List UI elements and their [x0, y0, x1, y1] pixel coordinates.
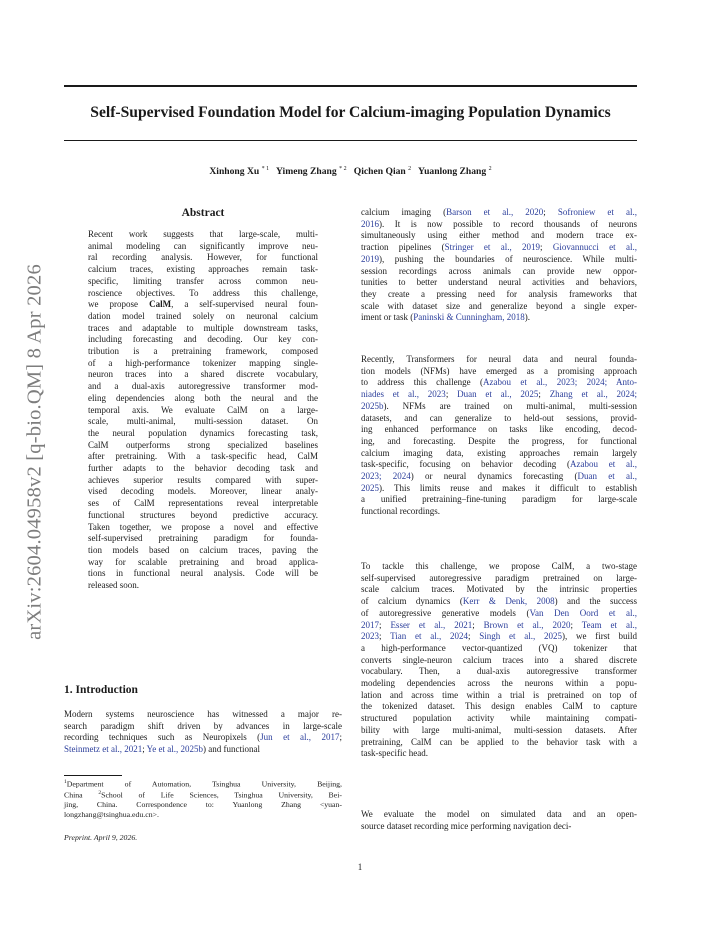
text-line: iment or task (Paninski & Cunningham, 2018). [361, 312, 531, 323]
text-line: tion models (NFMs) have emerged as a promising approach [361, 365, 637, 376]
author-name: Yimeng Zhang [275, 166, 337, 178]
text-line: Modern systems neuroscience has witnessed a major re- [64, 709, 342, 719]
text-line: 2025b). NFMs are trained on multi-animal, multi-session [361, 400, 637, 411]
text-line: Steinmetz et al., 2021; Ye et al., 2025b) and functional [64, 744, 260, 755]
text-line: further adapts to the behavior decoding task and [88, 463, 318, 474]
author-name: Xinhong Xu [209, 166, 260, 178]
text-line: 2023; Tian et al., 2024; Singh et al., 2025), we first build [361, 631, 637, 642]
text-line: animal modeling can significantly improve neu- [88, 240, 318, 251]
text-line: they create a pressing need for analysis frameworks that [361, 288, 637, 299]
text-line: calcium imaging data, existing approaches remain largely [361, 447, 637, 458]
author-affiliation: 2 [488, 166, 492, 172]
author-name: Qichen Qian [353, 166, 406, 178]
author-name: Yuanlong Zhang [418, 166, 487, 178]
text-line: modeling dependencies across the neurons within a popu- [361, 678, 637, 689]
text-line: structured population activity while maintaining compati- [361, 713, 637, 724]
text-line: achieves superior results compared with super- [88, 474, 318, 485]
text-line: the neural population dynamics forecasting task, [88, 427, 318, 438]
text-line: to address this challenge (Azabou et al., 2023; 2024; Anto- [361, 377, 637, 388]
text-line: and a dual-axis autoregressive transformer mod- [88, 381, 318, 392]
footnote-rule [64, 775, 122, 776]
text-line: recording techniques such as Neuropixels (Jun et al., 2017; [64, 732, 343, 743]
arxiv-id: arXiv:2604.04958v2 [q-bio.QM] 8 Apr 2026 [23, 264, 46, 640]
text-line: tion models based on calcium traces, paving the [88, 544, 318, 555]
text-line: dation model trained solely on neuronal calcium [88, 310, 318, 321]
text-line: traces and adaptable to multiple downstream tasks, [88, 322, 318, 333]
text-line: roscience objectives. To address this challenge, [88, 287, 318, 298]
text-line: 2025). This limits reuse and makes it difficult to establish [361, 482, 637, 493]
text-line: ing enhanced performance on tasks like encoding, decod- [361, 424, 637, 435]
text-line: datasets, and can generalize to held-out sessions, provid- [361, 412, 637, 423]
text-line: bility with large multi-animal, multi-session datasets. After [361, 724, 637, 735]
abstract-text [88, 229, 318, 592]
text-line: session recordings across animals can provide new oppor- [361, 265, 637, 276]
text-line: 2016). It is now possible to record thousands of neurons [361, 218, 637, 229]
text-line: scale with dataset size and generalize beyond a single exper- [361, 300, 637, 311]
text-line: tions in functional neural analysis. Code will be [88, 568, 318, 579]
paper-title: Self-Supervised Foundation Model for Calcium-imaging Population Dynamics [90, 104, 611, 121]
text-line: simultaneously using either method and modern trace ex- [361, 230, 637, 241]
text-line: niades et al., 2023; Duan et al., 2025; Zhang et al., 2024; [361, 389, 637, 400]
text-line: traction pipelines (Stringer et al., 2019; Giovannucci et al., [361, 242, 637, 253]
text-line: longzhang@tsinghua.edu.cn>. [64, 809, 159, 819]
title-bottom-rule [64, 140, 637, 141]
text-line: we propose CalM, a self-supervised neural foun- [88, 299, 318, 310]
section-heading: 1. Introduction [64, 684, 138, 696]
text-line: a high-performance vector-quantized (VQ) tokenizer that [361, 642, 637, 653]
text-line: source dataset recording mice performing navigation deci- [361, 820, 572, 831]
right-paragraph-1 [361, 207, 637, 324]
text-line: a unified pretraining–fine-tuning paradigm for large-scale [361, 494, 637, 505]
text-line: jing, China. Correspondence to: Yuanlong Zhang <yuan- [64, 800, 342, 810]
text-line: task-specific, focusing on behavior decoding (Azabou et al., [361, 459, 637, 470]
text-line: self-supervised pretraining paradigm for founda- [88, 533, 318, 544]
right-paragraph-2 [361, 354, 637, 518]
text-line: including forecasting and decoding. Our key con- [88, 334, 318, 345]
text-line: Recently, Transformers for neural data and neural founda- [361, 354, 637, 364]
text-line: Taken together, we propose a novel and effective [88, 521, 318, 532]
text-line: functional structures beyond predictive accuracy. [88, 509, 318, 520]
text-line: scale, multi-animal, multi-session dataset. On [88, 416, 318, 427]
text-line: ses of CalM representations reveal interpretable [88, 498, 318, 509]
text-line: neuron traces into a shared discrete vocabulary, [88, 369, 318, 380]
text-line: lation and across time within a trial is pretrained on top of [361, 689, 637, 700]
text-line: way for scalable pretraining and broad applica- [88, 556, 318, 567]
right-paragraph-3 [361, 561, 637, 760]
text-line: We evaluate the model on simulated data and an open- [361, 809, 637, 819]
text-line: tribution is a pretraining framework, composed [88, 346, 318, 357]
text-line: search paradigm shift driven by advances in large-scale [64, 720, 342, 731]
text-line: 2019), pushing the boundaries of neuroscience. While multi- [361, 253, 637, 264]
text-line: self-supervised autoregressive paradigm pretrained on large- [361, 572, 637, 583]
author-affiliation: * 2 [339, 166, 347, 172]
text-line: calcium imaging (Barson et al., 2020; Sofroniew et al., [361, 207, 637, 217]
abstract-heading: Abstract [181, 207, 225, 219]
text-line: eling dependencies along both the neural and the [88, 392, 318, 403]
text-line: 2017; Esser et al., 2021; Brown et al., 2020; Team et al., [361, 619, 637, 630]
text-line: China $^2$School of Life Sciences, Tsinghua University, Bei- [64, 790, 342, 800]
right-paragraph-4 [361, 809, 637, 832]
title-top-rule [64, 85, 637, 87]
author-list [64, 166, 637, 177]
text-line: pretraining, CalM can be applied to the behavior task with a [361, 736, 637, 747]
text-line: temporal axis. We evaluate CalM on a large- [88, 404, 318, 415]
text-line: of a high-performance tokenizer mapping single- [88, 357, 318, 368]
text-line: functional recordings. [361, 506, 440, 517]
page-number: 1 [357, 862, 363, 872]
preprint-note: Preprint. April 9, 2026. [64, 833, 138, 842]
text-line: task-specific head. [361, 748, 428, 759]
author-affiliation: 2 [408, 166, 412, 172]
text-line: 2023; 2024) or neural dynamics forecasting (Duan et al., [361, 471, 637, 482]
text-line: $^1$Department of Automation, Tsinghua University, Beijing, [64, 779, 342, 789]
text-line: vised decoding models. Moreover, linear analy- [88, 486, 318, 497]
text-line: the tokenized dataset. This design enables CalM to capture [361, 701, 637, 712]
text-line: of autoregressive generative models (Van Den Oord et al., [361, 607, 637, 618]
text-line: specific, limiting transfer across common neu- [88, 275, 318, 286]
text-line: Recent work suggests that large-scale, multi- [88, 229, 318, 239]
text-line: released soon. [88, 580, 139, 591]
text-line: vocabulary. Then, a dual-axis autoregressive transformer [361, 666, 637, 677]
text-line: of calcium dynamics (Kerr & Denk, 2008) and the success [361, 596, 637, 607]
text-line: converts single-neuron calcium traces into a shared discrete [361, 654, 637, 665]
intro-paragraph [64, 709, 342, 756]
text-line: ing, and forecasting. Despite the progress, for functional [361, 435, 637, 446]
author-affiliation: * 1 [261, 166, 270, 172]
text-line: scale calcium traces. Motivated by the intrinsic properties [361, 584, 637, 595]
text-line: CalM outperforms strong specialized baselines [88, 439, 318, 450]
text-line: calcium traces, existing approaches remain task- [88, 264, 318, 275]
text-line: after pretraining. With a task-specific head, CalM [88, 451, 318, 462]
text-line: tunities to better understand neural activities and behaviors, [361, 277, 637, 288]
footnote-affiliations [64, 778, 342, 820]
text-line: ral recording analysis. However, for functional [88, 252, 318, 263]
text-line: To tackle this challenge, we propose CalM, a two-stage [361, 561, 637, 571]
